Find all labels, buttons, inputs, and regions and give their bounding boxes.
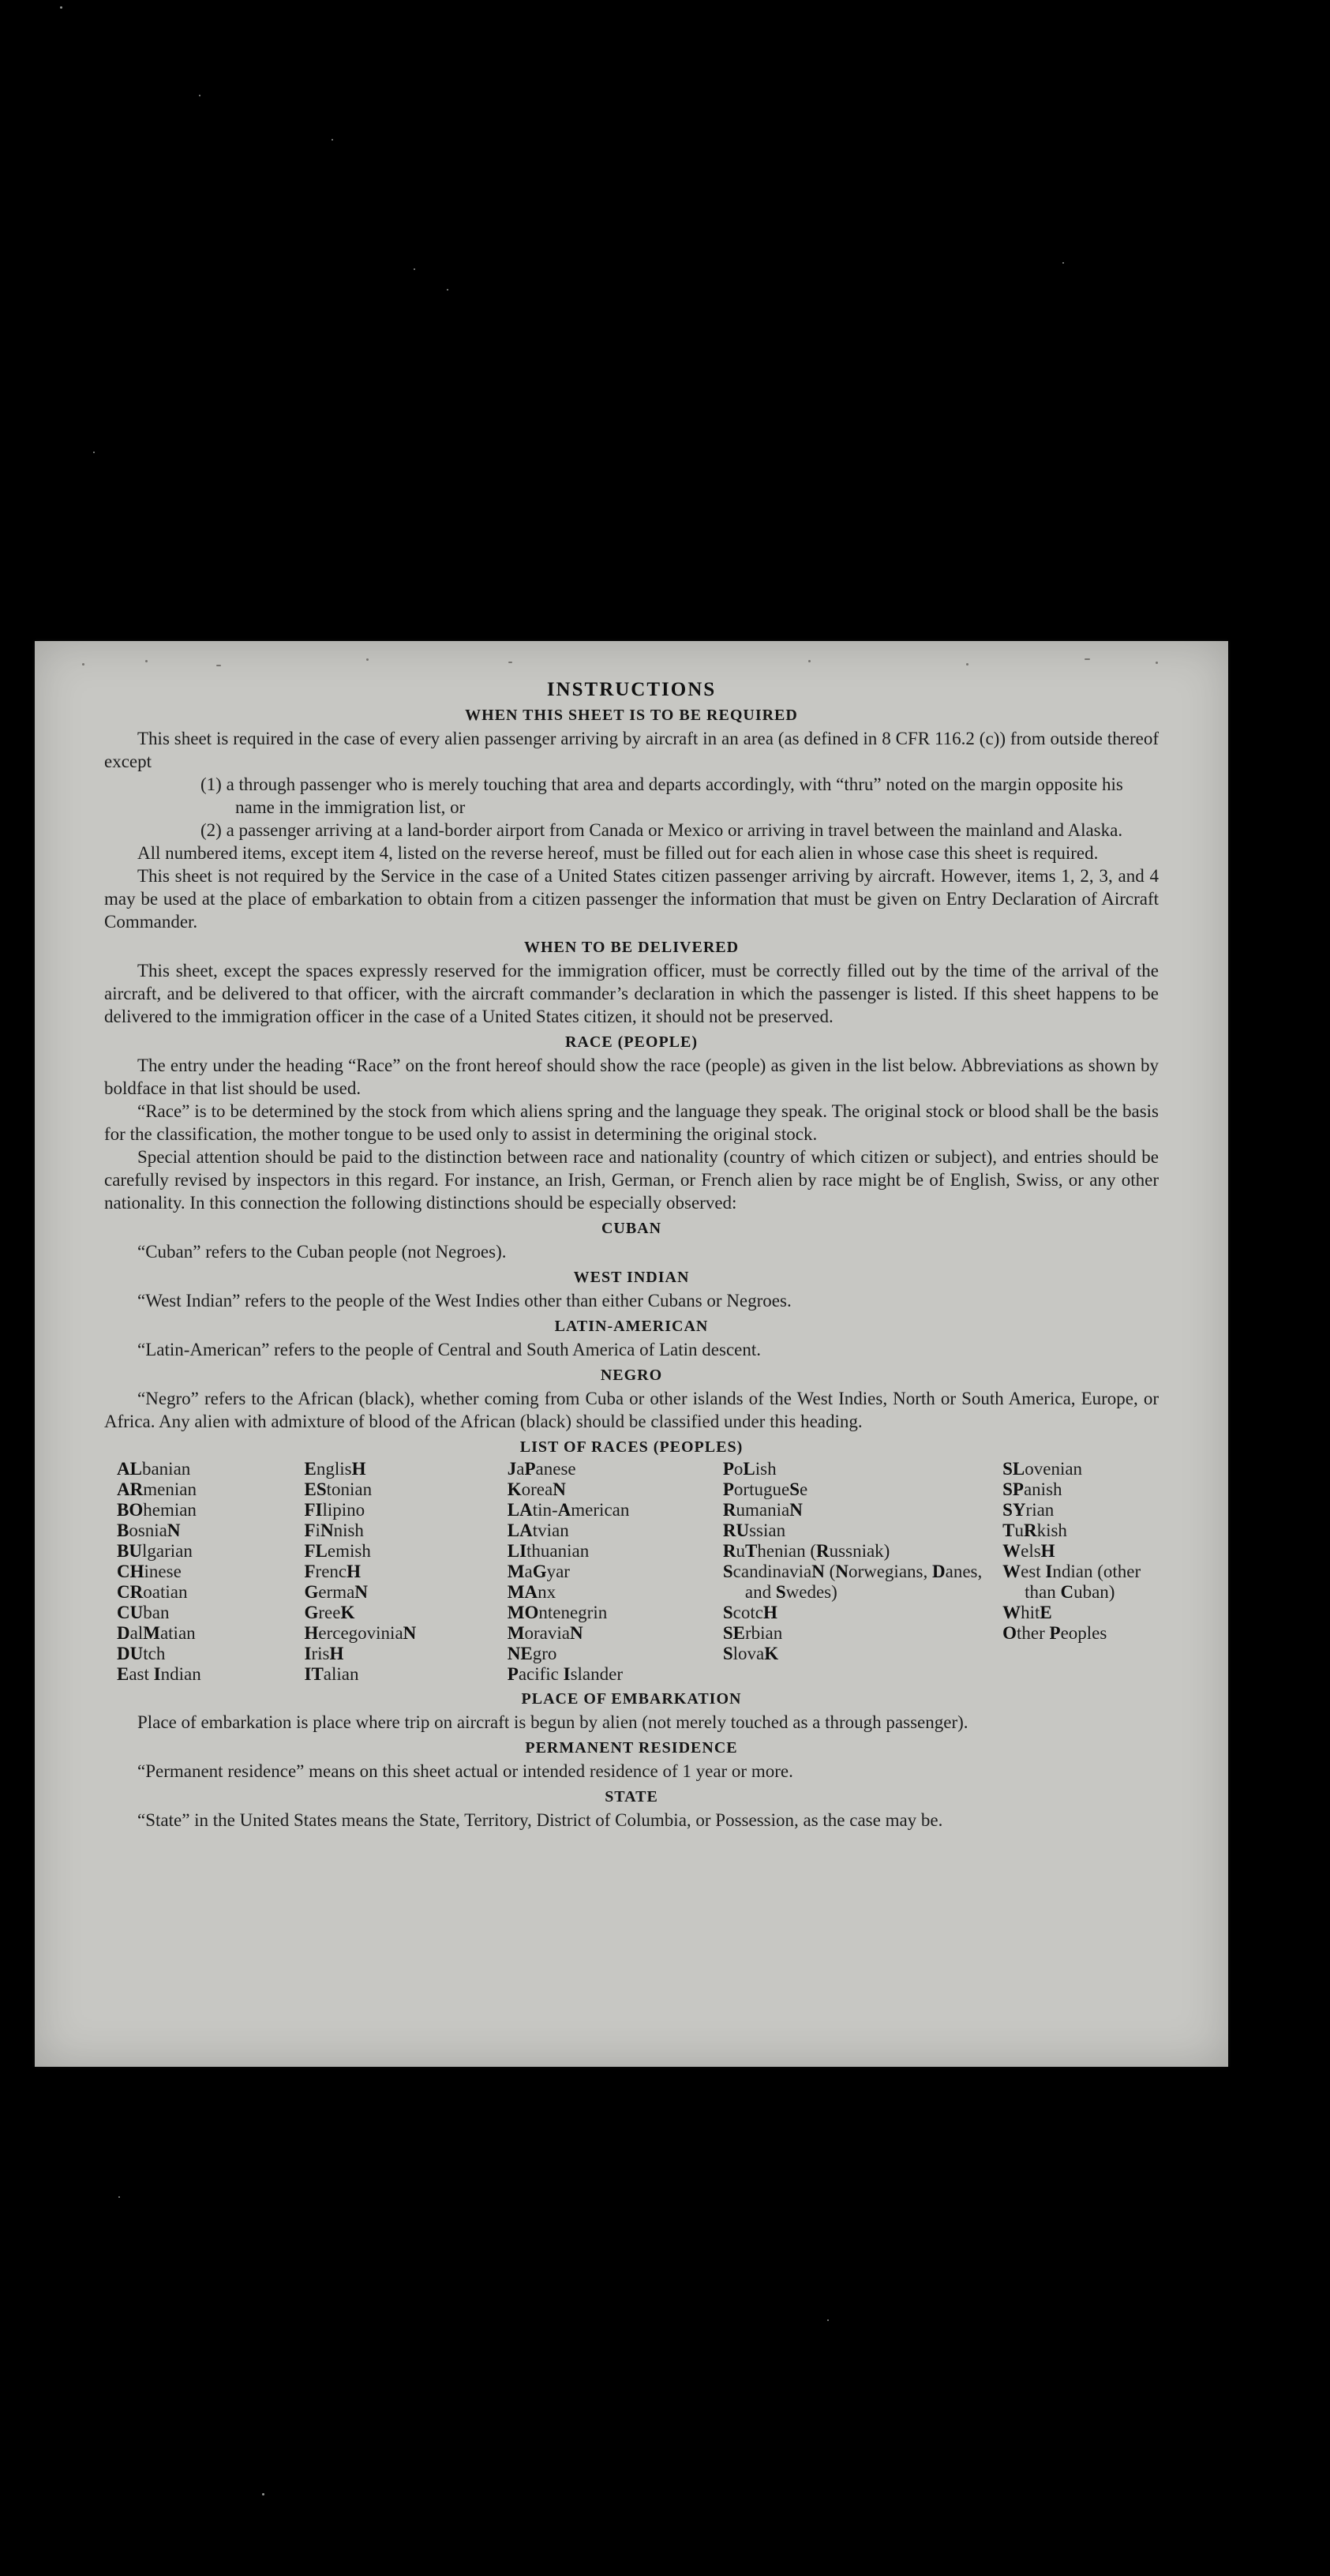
race-list-item: CUban bbox=[117, 1603, 170, 1622]
race-list-item: GreeK bbox=[304, 1603, 355, 1622]
section-heading-when-delivered: WHEN TO BE DELIVERED bbox=[523, 939, 740, 956]
race-list-item: MoraviaN bbox=[507, 1623, 583, 1643]
scan-artifact bbox=[145, 660, 148, 662]
race-list-item: ALbanian bbox=[117, 1459, 191, 1479]
race-list-column-3 bbox=[508, 1459, 723, 1685]
scan-artifact bbox=[1085, 658, 1090, 660]
section-heading-race: RACE (PEOPLE) bbox=[565, 1033, 698, 1051]
dust-speck bbox=[93, 452, 95, 453]
race-list-item: FLemish bbox=[304, 1541, 371, 1561]
paragraph-permanent-residence: “Permanent residence” means on this sheet actual or intended residence of 1 year or more. bbox=[137, 1761, 793, 1781]
race-list-item: LIthuanian bbox=[507, 1541, 590, 1561]
paragraph-west-indian: “West Indian” refers to the people of the West Indies other than either Cubans or Negroes. bbox=[137, 1291, 792, 1310]
race-list-item: Other Peoples bbox=[1002, 1623, 1107, 1643]
section-heading-latin-american: LATIN-AMERICAN bbox=[554, 1318, 709, 1335]
race-list-column-1 bbox=[117, 1459, 304, 1685]
scan-artifact bbox=[1156, 662, 1158, 664]
paragraph-not-required: This sheet is not required by the Service in the case of a United States citizen passenger arriving by aircraft. However, items 1, 2, 3, and 4 may be used at the place of embarkation to obtain from a citizen passenger the information that must be given on Entry Declaration of Aircraft Commander. bbox=[104, 866, 1159, 932]
race-list-item: ScotcH bbox=[722, 1603, 777, 1622]
race-list-column-4 bbox=[723, 1459, 1002, 1685]
paragraph-cuban: “Cuban” refers to the Cuban people (not Negroes). bbox=[137, 1242, 507, 1262]
section-heading-state: STATE bbox=[605, 1788, 658, 1805]
race-list-item: BUlgarian bbox=[117, 1541, 193, 1561]
section-heading-negro: NEGRO bbox=[600, 1367, 663, 1384]
race-list-item: East Indian bbox=[117, 1664, 201, 1684]
scan-artifact bbox=[808, 660, 811, 662]
paragraph-race-nationality: Special attention should be paid to the distinction between race and nationality (country of which citizen or subject), and entries should be carefully revised by inspectors in this regard. For instance, an Irish, German, or French alien by race might be of English, Swiss, or any other nationality. In this connection the following distinctions should be especially observed: bbox=[104, 1147, 1159, 1213]
race-list-item: CHinese bbox=[117, 1562, 182, 1581]
race-list-item: KoreaN bbox=[507, 1479, 566, 1499]
scan-artifact bbox=[216, 665, 221, 666]
race-list-item: MOntenegrin bbox=[507, 1603, 608, 1622]
race-list-item: DUtch bbox=[117, 1644, 166, 1663]
race-list-item: Pacific Islander bbox=[507, 1664, 624, 1684]
race-list-item: BOhemian bbox=[117, 1500, 197, 1520]
race-list-item: FiNnish bbox=[304, 1520, 364, 1540]
race-list-item: RUssian bbox=[722, 1520, 786, 1540]
paragraph-race-stock: “Race” is to be determined by the stock from which aliens spring and the language they speak. The original stock or blood shall be the basis for the classification, the mother tongue to be used only to assist in determining the original stock. bbox=[104, 1101, 1159, 1144]
race-list-item: CRoatian bbox=[117, 1582, 188, 1602]
section-heading-race-list: LIST OF RACES (PEOPLES) bbox=[519, 1438, 744, 1456]
document-page bbox=[35, 641, 1228, 2067]
race-list-item: West Indian (other than Cuban) bbox=[1002, 1562, 1141, 1602]
scan-artifact bbox=[82, 663, 84, 666]
race-list-item: DalMatian bbox=[117, 1623, 196, 1643]
dust-speck bbox=[447, 289, 448, 291]
scan-artifact bbox=[366, 658, 369, 661]
race-list-item: IrisH bbox=[304, 1644, 344, 1663]
race-list-item: SPanish bbox=[1002, 1479, 1062, 1499]
race-list-item: BosniaN bbox=[117, 1520, 181, 1540]
race-list-item: LAtin-American bbox=[507, 1500, 630, 1520]
section-heading-cuban: CUBAN bbox=[601, 1220, 662, 1237]
section-heading-permanent-residence: PERMANENT RESIDENCE bbox=[525, 1739, 738, 1757]
paragraph-race-entry: The entry under the heading “Race” on the front hereof should show the race (people) as given in the list below. Abbreviations as shown by boldface in that list should be used. bbox=[104, 1056, 1159, 1098]
race-list-column-2 bbox=[304, 1459, 507, 1685]
scan-artifact bbox=[508, 662, 512, 663]
race-list-item: TuRkish bbox=[1002, 1520, 1067, 1540]
race-list-item: SLovenian bbox=[1002, 1459, 1083, 1479]
dust-speck bbox=[414, 268, 415, 270]
race-list-item: FIlipino bbox=[304, 1500, 365, 1520]
race-list-item: LAtvian bbox=[507, 1520, 569, 1540]
paragraph-latin-american: “Latin-American” refers to the people of Central and South America of Latin descent. bbox=[137, 1340, 761, 1359]
paragraph-embarkation: Place of embarkation is place where trip on aircraft is begun by alien (not merely touched as a through passenger). bbox=[137, 1712, 968, 1732]
section-heading-embarkation: PLACE OF EMBARKATION bbox=[521, 1690, 742, 1708]
race-list-item: NEgro bbox=[507, 1644, 557, 1663]
race-list-item: ARmenian bbox=[117, 1479, 197, 1499]
paragraph-delivery: This sheet, except the spaces expressly reserved for the immigration officer, must be correctly filled out by the time of the arrival of the aircraft, and be delivered to that officer, with the aircraft commander’s declaration in which the passenger is listed. If this sheet happens to be delivered to the immigration officer in the case of a United States citizen, it should not be preserved. bbox=[104, 961, 1159, 1026]
race-list-item: PoLish bbox=[722, 1459, 777, 1479]
race-list-item: ScandinaviaN (Norwegians, Danes, and Swedes) bbox=[722, 1562, 983, 1602]
race-list-item: WelsH bbox=[1002, 1541, 1055, 1561]
race-list-item: SYrian bbox=[1002, 1500, 1055, 1520]
race-list-item: RuThenian (Russniak) bbox=[722, 1541, 890, 1561]
paragraph-negro: “Negro” refers to the African (black), whether coming from Cuba or other islands of the West Indies, North or South America, Europe, or Africa. Any alien with admixture of blood of the African (black) should be classified under this heading. bbox=[104, 1389, 1159, 1431]
race-list-item: MAnx bbox=[507, 1582, 556, 1602]
race-list-item: SErbian bbox=[722, 1623, 783, 1643]
race-list-item: HercegoviniaN bbox=[304, 1623, 417, 1643]
paragraph-required-intro: This sheet is required in the case of every alien passenger arriving by aircraft in an area (as defined in 8 CFR 116.2 (c)) from outside thereof except bbox=[104, 729, 1159, 771]
race-list-item: RumaniaN bbox=[722, 1500, 803, 1520]
paragraph-numbered-items: All numbered items, except item 4, listed on the reverse hereof, must be filled out for each alien in whose case this sheet is required. bbox=[137, 843, 1099, 863]
race-list-item: SlovaK bbox=[722, 1644, 779, 1663]
dust-speck bbox=[1062, 262, 1064, 264]
numbered-item-1: (1) a through passenger who is merely touching that area and departs accordingly, with “thru” noted on the margin opposite his name in the immigration list, or bbox=[200, 774, 1123, 817]
dust-speck bbox=[827, 2319, 829, 2321]
doc-title: INSTRUCTIONS bbox=[546, 679, 717, 700]
race-list-item: ITalian bbox=[304, 1664, 359, 1684]
numbered-item-2: (2) a passenger arriving at a land-border airport from Canada or Mexico or arriving in travel between the mainland and Alaska. bbox=[200, 820, 1123, 840]
race-list-item: EnglisH bbox=[304, 1459, 366, 1479]
race-list-column-5 bbox=[1002, 1459, 1159, 1685]
race-list-item: GermaN bbox=[304, 1582, 368, 1602]
dust-speck bbox=[262, 2493, 264, 2495]
dust-speck bbox=[332, 139, 333, 141]
race-list-item: JaPanese bbox=[507, 1459, 576, 1479]
section-heading-west-indian: WEST INDIAN bbox=[573, 1269, 690, 1286]
dust-speck bbox=[118, 2196, 120, 2198]
race-list bbox=[104, 1459, 1159, 1685]
section-heading-when-required: WHEN THIS SHEET IS TO BE REQUIRED bbox=[465, 707, 798, 724]
race-list-item: EStonian bbox=[304, 1479, 373, 1499]
race-list-item: WhitE bbox=[1002, 1603, 1052, 1622]
race-list-item: PortugueSe bbox=[722, 1479, 808, 1499]
scan-artifact bbox=[966, 663, 968, 666]
paragraph-state: “State” in the United States means the State, Territory, District of Columbia, or Possession, as the case may be. bbox=[137, 1810, 943, 1830]
dust-speck bbox=[199, 95, 200, 96]
dust-speck bbox=[60, 6, 62, 9]
race-list-item: MaGyar bbox=[507, 1562, 570, 1581]
race-list-item: FrencH bbox=[304, 1562, 362, 1581]
